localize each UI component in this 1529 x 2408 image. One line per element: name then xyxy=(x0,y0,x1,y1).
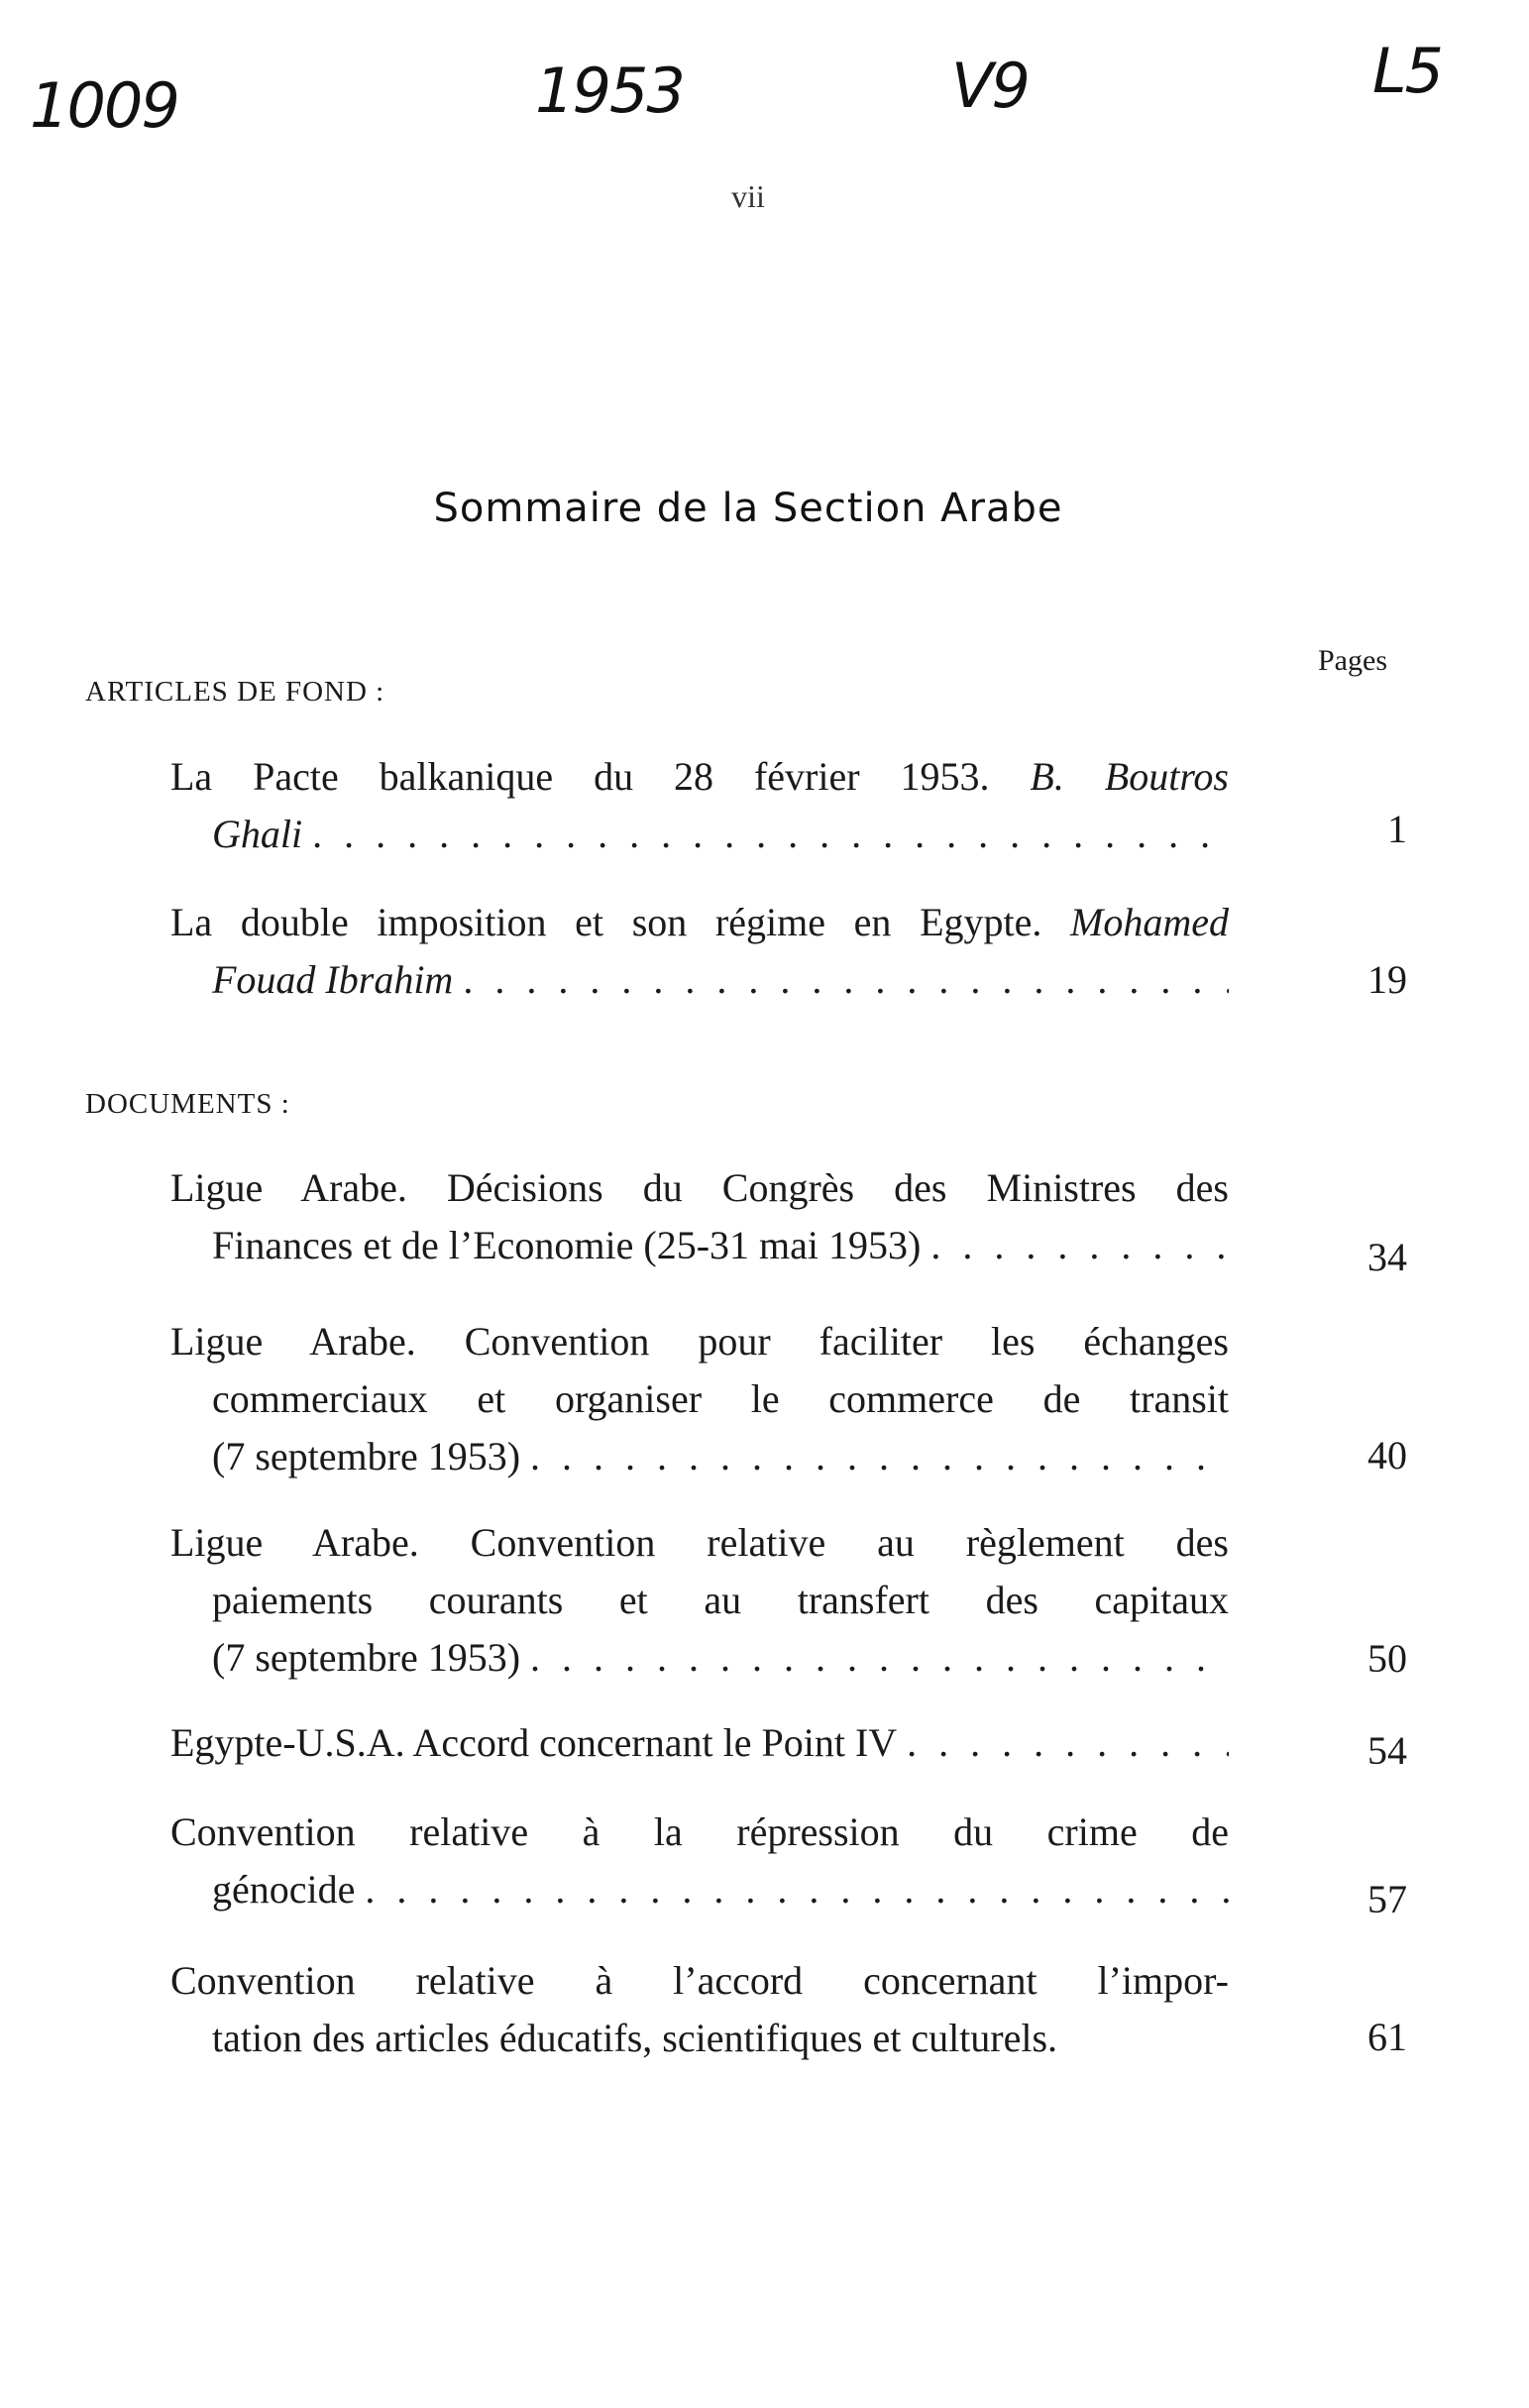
pages-column-header: Pages xyxy=(1318,644,1387,677)
toc-entry-author: Mohamed xyxy=(1070,900,1229,944)
handwritten-annotation-2: 1953 xyxy=(535,55,684,127)
toc-entry-page: 1 xyxy=(1387,807,1407,851)
toc-entry: Ligue Arabe. Convention relative au règlement des paiements courants et au transfert des capitaux (7 septembre 1953) . . . xyxy=(170,1514,1229,1687)
handwritten-annotation-3: V9 xyxy=(951,50,1029,122)
handwritten-annotation-1: 1009 xyxy=(30,69,178,142)
page-number: vii xyxy=(731,178,765,214)
toc-entry: Ligue Arabe. Convention pour faciliter les échanges commerciaux et organiser le commerce de transit (7 septembre 1953) . . . xyxy=(170,1313,1229,1485)
toc-entry-page: 34 xyxy=(1367,1235,1407,1279)
toc-entry: Egypte-U.S.A. Accord concernant le Point IV . . . xyxy=(170,1714,1229,1772)
toc-entry-author: Ghali xyxy=(212,812,303,856)
toc-entry-author: B. Boutros xyxy=(1030,754,1229,799)
section-heading-documents: DOCUMENTS : xyxy=(85,1088,290,1120)
toc-entry xyxy=(170,894,1229,1009)
toc-entry: Convention relative à la répression du crime de génocide . . . xyxy=(170,1804,1229,1918)
toc-entry: Ligue Arabe. Décisions du Congrès des Ministres des Finances et de l’Economie (25-31 mai 1953) . . . xyxy=(170,1159,1229,1274)
toc-entry-line: La double imposition et son régime en Egypte. Mohamed xyxy=(170,900,1229,944)
toc-entry xyxy=(170,748,1229,863)
toc-entry-page: 40 xyxy=(1367,1433,1407,1478)
toc-entry-page: 54 xyxy=(1367,1728,1407,1773)
toc-entry-page: 57 xyxy=(1367,1877,1407,1921)
toc-entry-page: 61 xyxy=(1367,2015,1407,2059)
toc-entry: Convention relative à l’accord concernant l’impor- tation des articles éducatifs, scientifiques et culturels. xyxy=(170,1958,1229,2060)
toc-entry-author: Fouad Ibrahim xyxy=(212,957,454,1002)
toc-entry-page: 19 xyxy=(1367,957,1407,1002)
section-heading-articles: ARTICLES DE FOND : xyxy=(85,676,385,708)
page-title: Sommaire de la Section Arabe xyxy=(433,486,1063,531)
toc-entry-line: La Pacte balkanique du 28 février 1953. B. Boutros xyxy=(170,754,1229,799)
handwritten-annotation-4: L5 xyxy=(1372,35,1442,107)
toc-entry-page: 50 xyxy=(1367,1636,1407,1681)
